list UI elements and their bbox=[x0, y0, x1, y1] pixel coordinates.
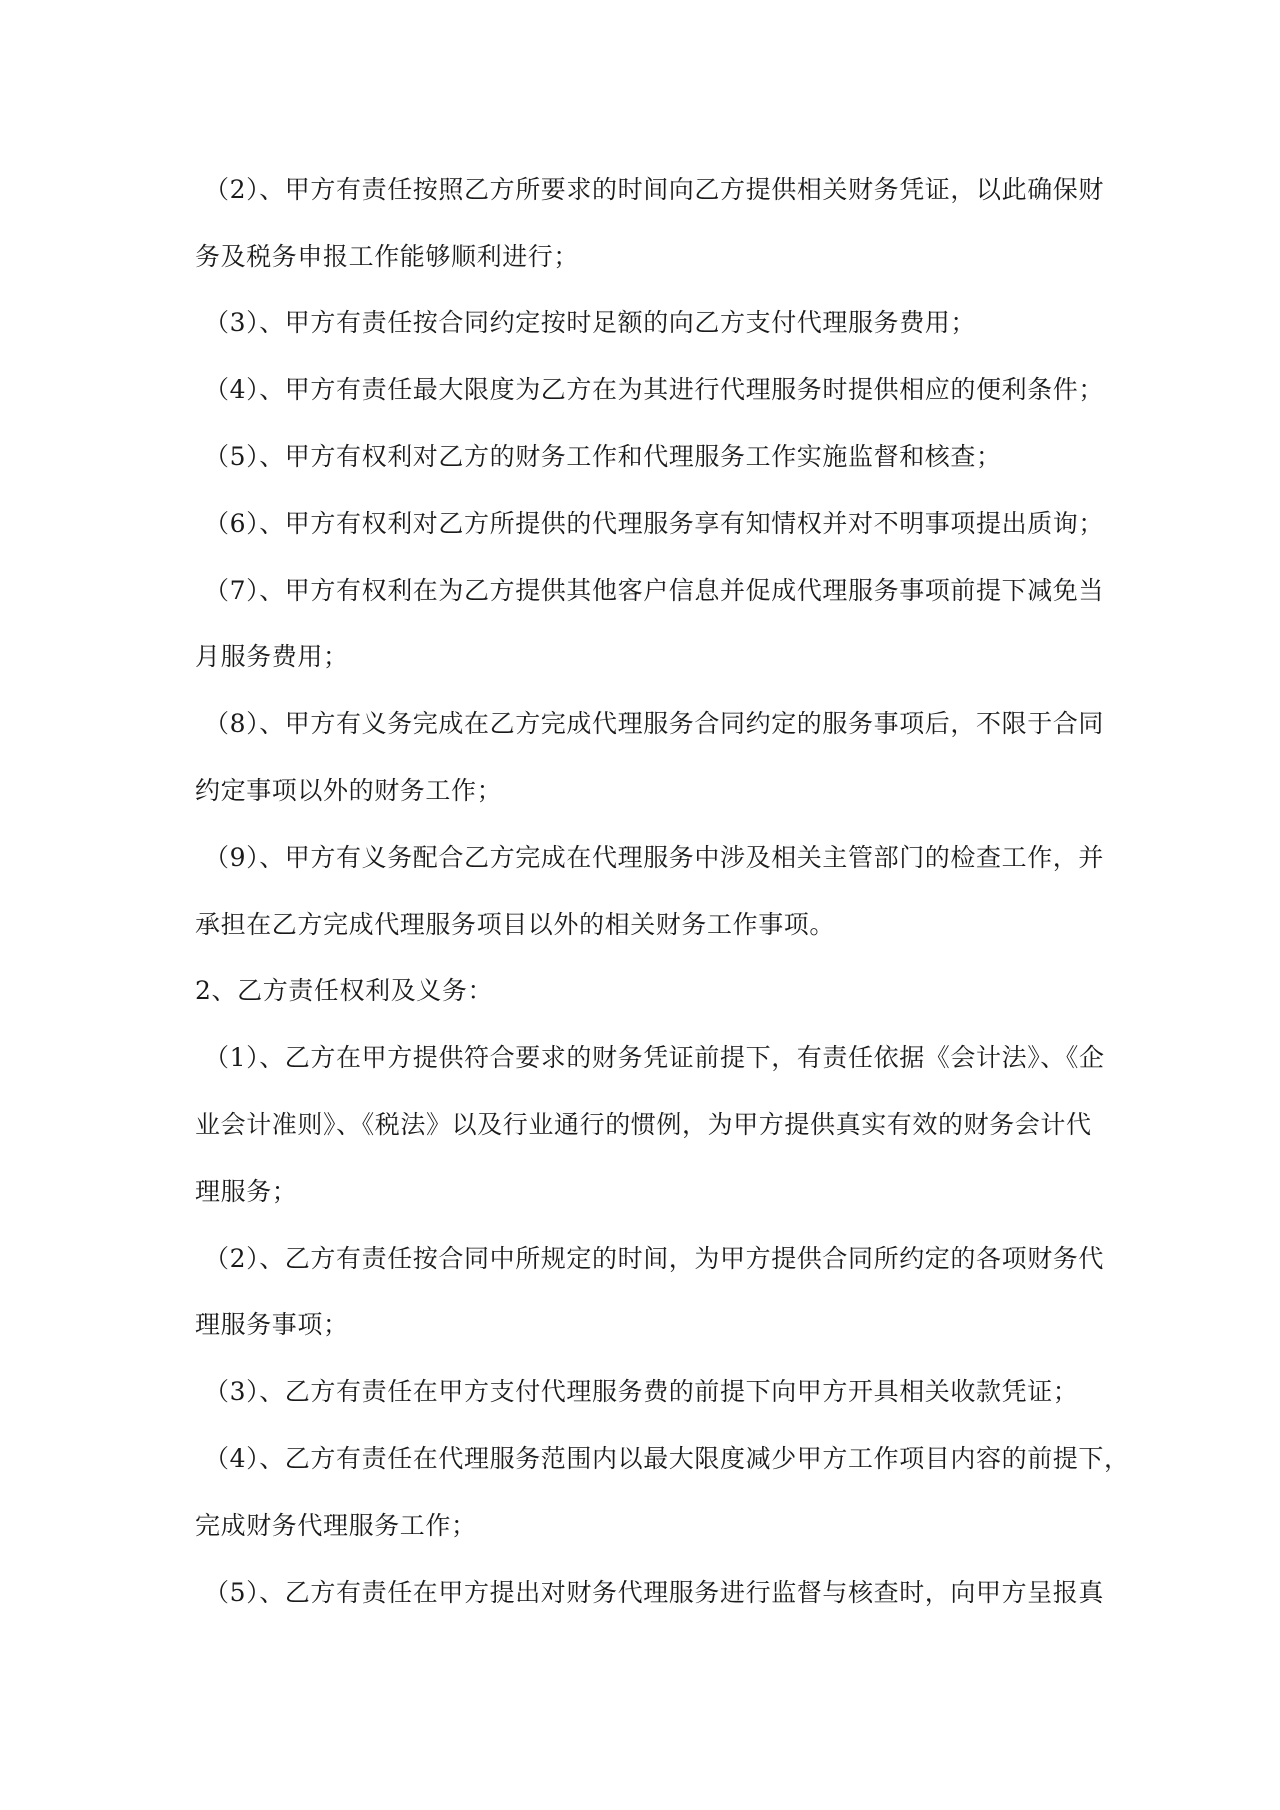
paragraph-line: 理服务事项； bbox=[195, 1310, 349, 1339]
section-heading: 2、乙方责任权利及义务： bbox=[195, 976, 494, 1005]
paragraph-line: （1）、乙方在甲方提供符合要求的财务凭证前提下，有责任依据《会计法》、《企 bbox=[204, 1043, 1105, 1072]
paragraph-line: （6）、甲方有权利对乙方所提供的代理服务享有知情权并对不明事项提出质询； bbox=[204, 509, 1105, 538]
paragraph-line: （4）、甲方有责任最大限度为乙方在为其进行代理服务时提供相应的便利条件； bbox=[204, 375, 1105, 404]
paragraph-line: 完成财务代理服务工作； bbox=[195, 1511, 477, 1540]
paragraph-line: （4）、乙方有责任在代理服务范围内以最大限度减少甲方工作项目内容的前提下， bbox=[204, 1444, 1130, 1473]
paragraph-line: 约定事项以外的财务工作； bbox=[195, 776, 503, 805]
paragraph-line: （5）、甲方有权利对乙方的财务工作和代理服务工作实施监督和核查； bbox=[204, 442, 1002, 471]
paragraph-line: 理服务； bbox=[195, 1177, 298, 1206]
paragraph-line: 务及税务申报工作能够顺利进行； bbox=[195, 242, 580, 271]
paragraph-line: （9）、甲方有义务配合乙方完成在代理服务中涉及相关主管部门的检查工作，并 bbox=[204, 843, 1105, 872]
paragraph-line: （5）、乙方有责任在甲方提出对财务代理服务进行监督与核查时，向甲方呈报真 bbox=[204, 1578, 1105, 1607]
paragraph-line: （7）、甲方有权利在为乙方提供其他客户信息并促成代理服务事项前提下减免当 bbox=[204, 576, 1105, 605]
paragraph-line: （3）、甲方有责任按合同约定按时足额的向乙方支付代理服务费用； bbox=[204, 308, 977, 337]
paragraph-line: 月服务费用； bbox=[195, 642, 349, 671]
paragraph-line: （8）、甲方有义务完成在乙方完成代理服务合同约定的服务事项后，不限于合同 bbox=[204, 709, 1105, 738]
paragraph-line: 承担在乙方完成代理服务项目以外的相关财务工作事项。 bbox=[195, 910, 836, 939]
paragraph-line: （3）、乙方有责任在甲方支付代理服务费的前提下向甲方开具相关收款凭证； bbox=[204, 1377, 1079, 1406]
paragraph-line: （2）、甲方有责任按照乙方所要求的时间向乙方提供相关财务凭证，以此确保财 bbox=[204, 175, 1105, 204]
paragraph-line: 业会计准则》、《税法》以及行业通行的惯例，为甲方提供真实有效的财务会计代 bbox=[195, 1110, 1092, 1139]
paragraph-line: （2）、乙方有责任按合同中所规定的时间，为甲方提供合同所约定的各项财务代 bbox=[204, 1244, 1105, 1273]
